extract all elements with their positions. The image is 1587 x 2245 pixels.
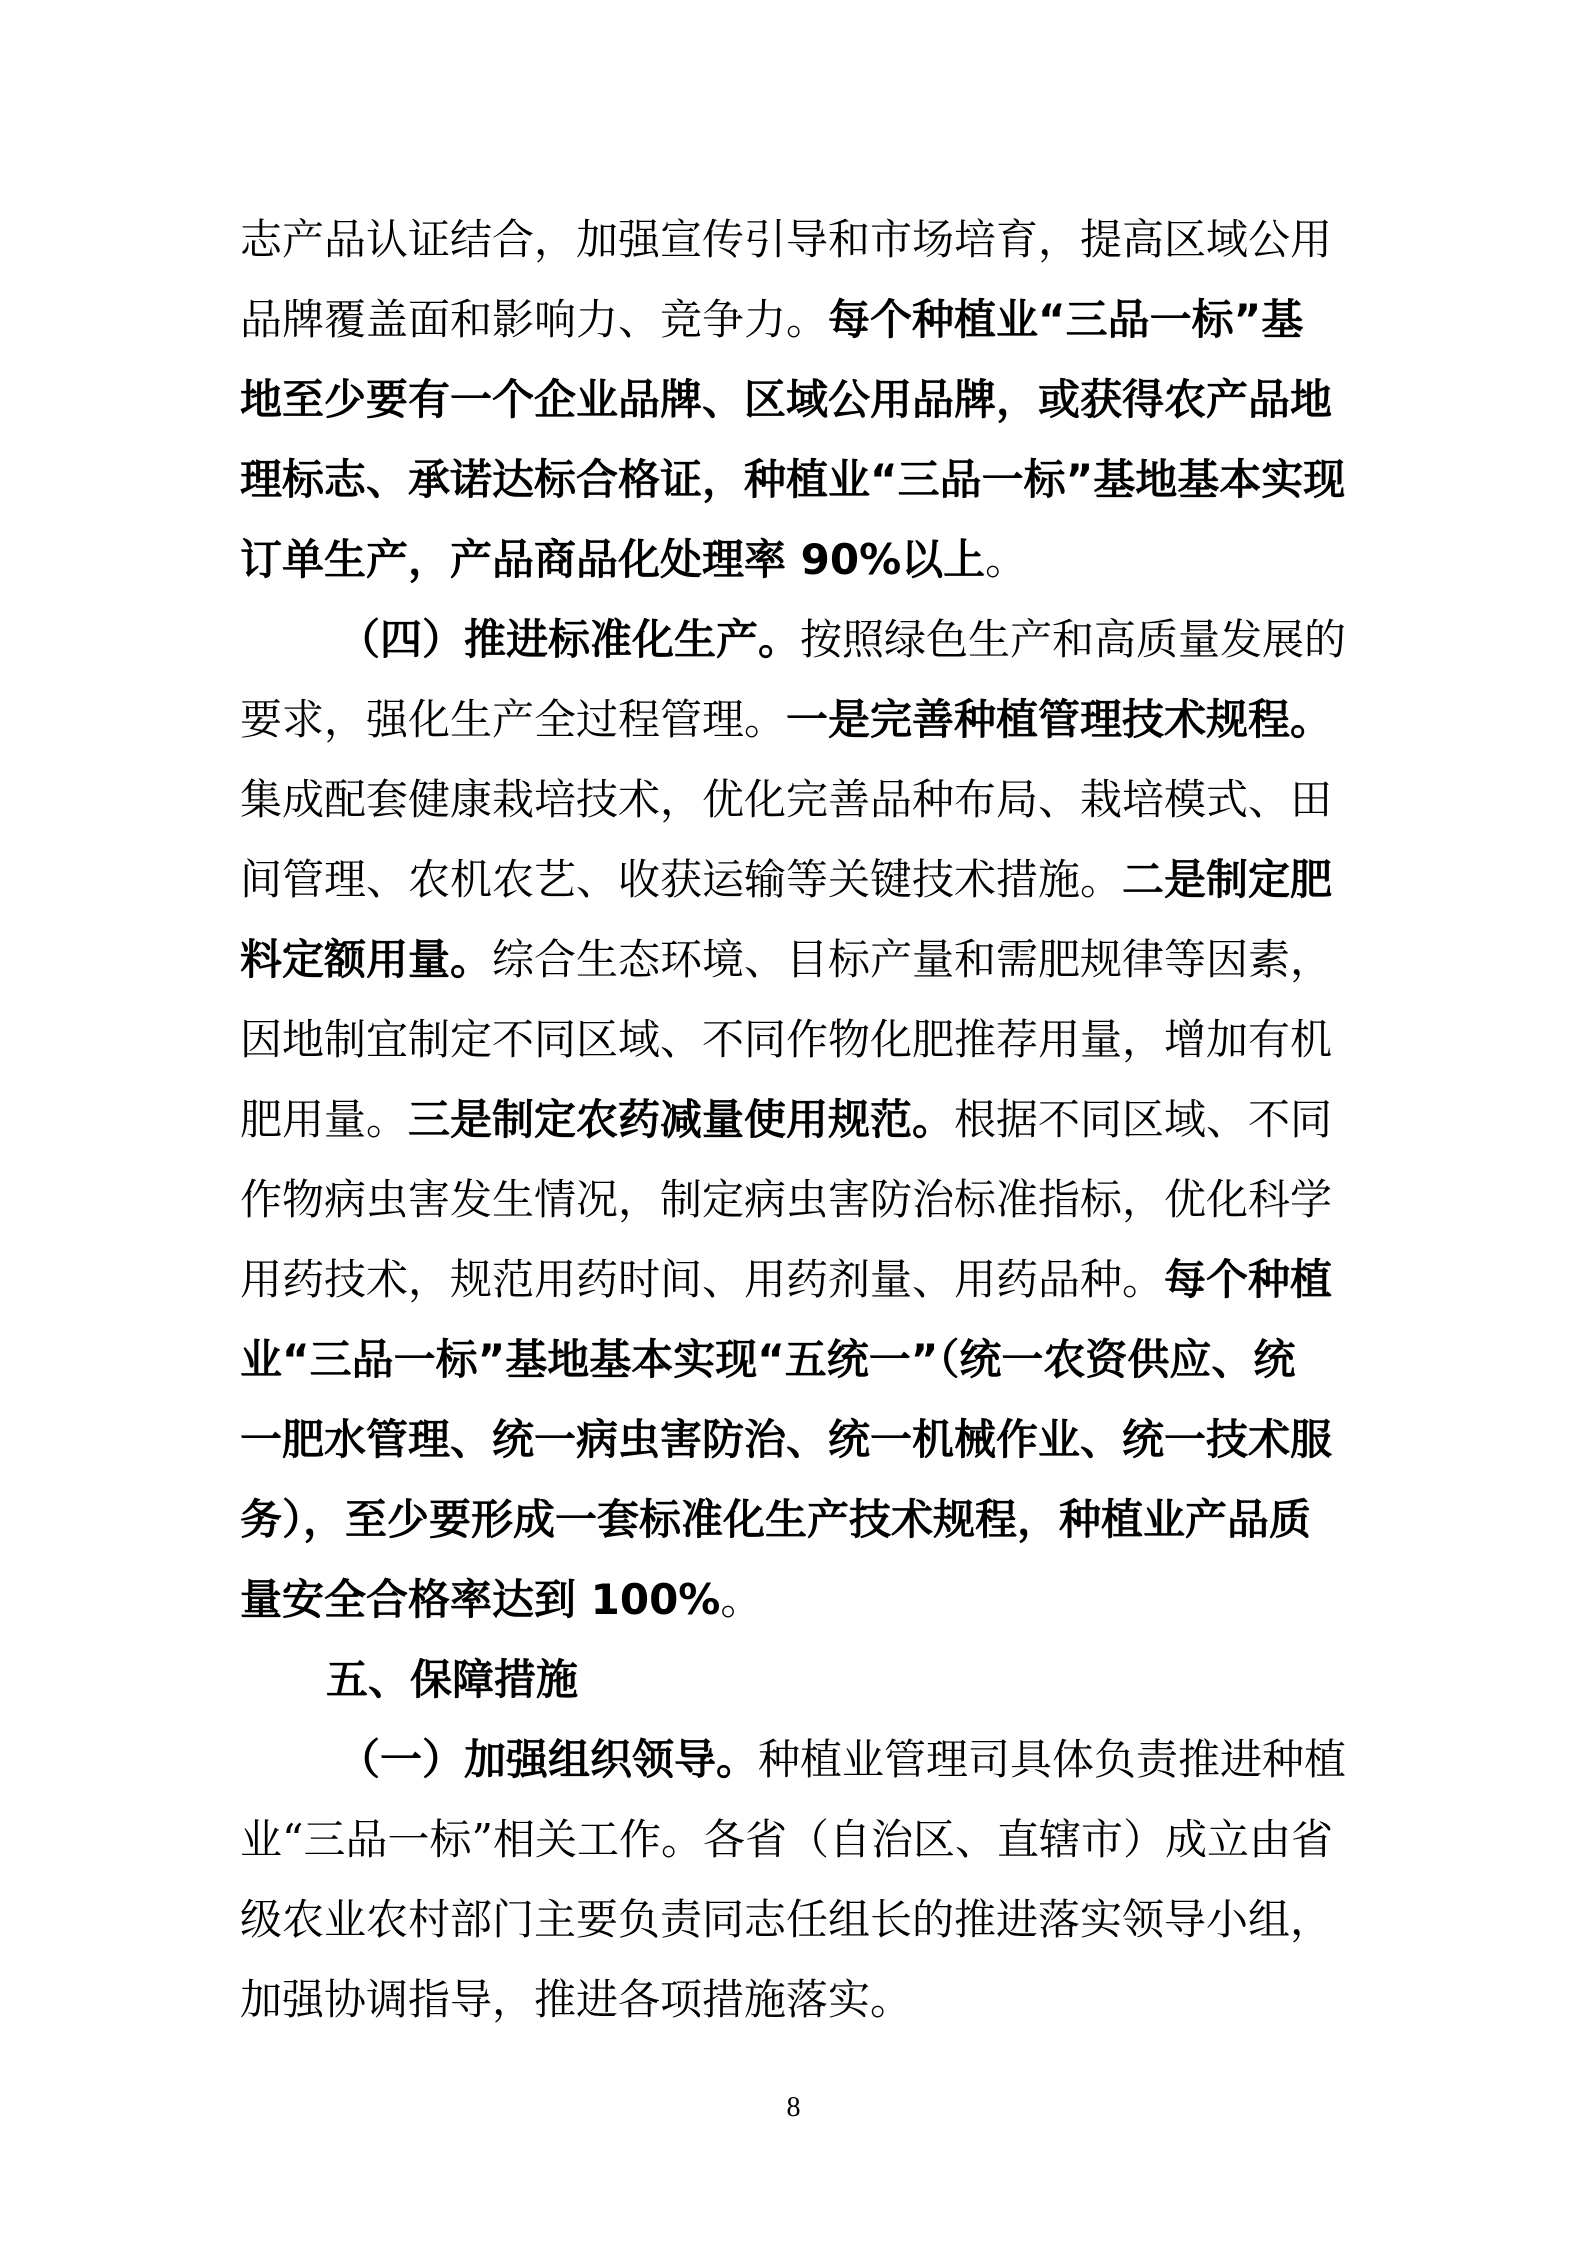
- text-line: [240, 1320, 1352, 1400]
- bold-text-run: 一肥水管理、统一病虫害防治、统一机械作业、统一技术服: [240, 1415, 1333, 1464]
- text-run: 作物病虫害发生情况，制定病虫害防治标准指标，优化科学: [240, 1175, 1333, 1224]
- document-body: [240, 200, 1352, 2040]
- page-number: 8: [786, 2092, 801, 2123]
- text-line: [240, 1880, 1352, 1960]
- bold-text-run: 一是完善种植管理技术规程。: [786, 695, 1333, 744]
- bold-text-run: 地至少要有一个企业品牌、区域公用品牌，或获得农产品地: [240, 375, 1333, 424]
- text-line: [240, 440, 1352, 520]
- text-run: 间管理、农机农艺、收获运输等关键技术措施。: [240, 855, 1123, 904]
- text-run: 。: [985, 535, 1028, 584]
- bold-text-run: 三是制定农药减量使用规范。: [408, 1095, 955, 1144]
- bold-text-run: 每个种植业“三品一标”基: [828, 295, 1304, 344]
- text-line: [240, 360, 1352, 440]
- text-run: 。: [720, 1575, 763, 1624]
- text-line: [240, 840, 1352, 920]
- bold-text-run: 务），至少要形成一套标准化生产技术规程，种植业产品质: [240, 1495, 1312, 1544]
- text-run: 要求，强化生产全过程管理。: [240, 695, 787, 744]
- bold-text-run: 每个种植: [1164, 1255, 1333, 1304]
- text-line: [240, 1560, 1352, 1640]
- text-run: 肥用量。: [240, 1095, 409, 1144]
- text-run: 种植业管理司具体负责推进种植: [758, 1735, 1347, 1784]
- text-line: [240, 1960, 1352, 2040]
- text-line: [240, 1480, 1352, 1560]
- bold-text-run: 料定额用量。: [240, 935, 493, 984]
- text-run: 加强协调指导，推进各项措施落实。: [240, 1975, 913, 2024]
- bold-text-run: 订单生产，产品商品化处理率 90%以上: [240, 535, 986, 584]
- text-line: [240, 520, 1352, 600]
- section-heading-line: [240, 1720, 1352, 1800]
- text-line: [240, 1080, 1352, 1160]
- section-heading: 五、保障措施: [326, 1655, 579, 1704]
- bold-text-run: 业“三品一标”基地基本实现“五统一”（统一农资供应、统: [240, 1335, 1296, 1384]
- text-line: [240, 760, 1352, 840]
- text-run: 品牌覆盖面和影响力、竞争力。: [240, 295, 829, 344]
- subsection-heading: （四）推进标准化生产。: [338, 615, 801, 664]
- bold-text-run: 二是制定肥: [1122, 855, 1333, 904]
- text-line: [240, 1240, 1352, 1320]
- section-heading-line: [240, 600, 1352, 680]
- text-run: 因地制宜制定不同区域、不同作物化肥推荐用量，增加有机: [240, 1015, 1333, 1064]
- text-line: [240, 1000, 1352, 1080]
- text-run: 志产品认证结合，加强宣传引导和市场培育，提高区域公用: [240, 215, 1333, 264]
- text-line: [240, 280, 1352, 360]
- text-line: [240, 1400, 1352, 1480]
- subsection-heading: （一）加强组织领导。: [338, 1735, 759, 1784]
- text-line: [240, 920, 1352, 1000]
- text-run: 用药技术，规范用药时间、用药剂量、用药品种。: [240, 1255, 1165, 1304]
- text-run: 根据不同区域、不同: [954, 1095, 1333, 1144]
- bold-text-run: 理标志、承诺达标合格证，种植业“三品一标”基地基本实现: [240, 455, 1346, 504]
- section-heading-line: [240, 1640, 1352, 1720]
- text-run: 综合生态环境、目标产量和需肥规律等因素，: [492, 935, 1333, 984]
- text-line: [240, 200, 1352, 280]
- text-run: 业“三品一标”相关工作。各省（自治区、直辖市）成立由省: [240, 1815, 1333, 1864]
- text-line: [240, 1800, 1352, 1880]
- text-run: 集成配套健康栽培技术，优化完善品种布局、栽培模式、田: [240, 775, 1333, 824]
- bold-text-run: 量安全合格率达到 100%: [240, 1575, 721, 1624]
- text-line: [240, 1160, 1352, 1240]
- text-line: [240, 680, 1352, 760]
- text-run: 按照绿色生产和高质量发展的: [800, 615, 1347, 664]
- text-run: 级农业农村部门主要负责同志任组长的推进落实领导小组，: [240, 1895, 1333, 1944]
